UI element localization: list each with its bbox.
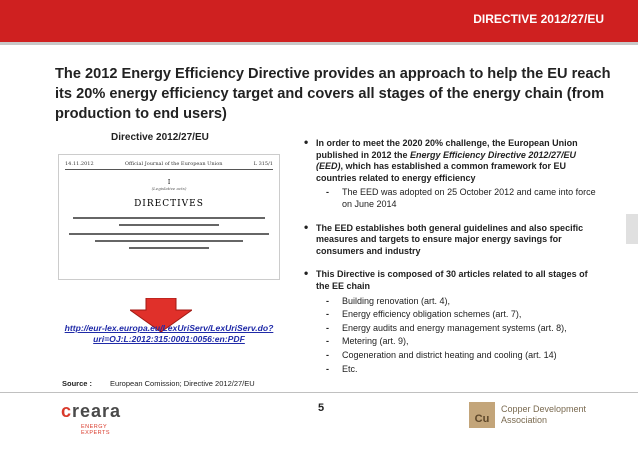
source-link[interactable]: http://eur-lex.europa.eu/LexUriServ/LexUriServ.do?uri=OJ:L:2012:315:0001:0056:en:PDF	[64, 323, 274, 344]
bullet-item	[300, 223, 600, 258]
document-journal-name: Official Journal of the European Union	[124, 161, 223, 167]
document-page-ref: L 315/1	[253, 161, 273, 167]
bullet-text: , which has established a common framework for EU countries related to energy efficiency	[316, 161, 567, 183]
sub-list	[316, 296, 600, 376]
header-accent	[0, 0, 16, 42]
header-grey-stripe	[0, 42, 638, 45]
bullet-list	[300, 138, 600, 387]
creara-logo-rest: reara	[72, 401, 122, 421]
document-date: 14.11.2012	[65, 161, 94, 167]
sub-item: - Cogeneration and district heating and cooling (art. 14)	[316, 350, 600, 362]
source-label: Source :	[62, 379, 93, 388]
document-caption: Directive 2012/27/EU	[111, 132, 209, 143]
footer-divider	[0, 392, 638, 393]
document-heading: DIRECTIVES	[134, 199, 204, 209]
cda-name-line2: Association	[501, 415, 548, 425]
document-text-line	[95, 240, 243, 242]
cda-name	[501, 404, 591, 426]
document-text-line	[129, 247, 209, 249]
source-text: European Comission; Directive 2012/27/EU	[110, 379, 255, 388]
sub-item: - Energy efficiency obligation schemes (art. 7),	[316, 309, 600, 321]
slide-title: The 2012 Energy Efficiency Directive provides an approach to help the EU reach its 20% energy efficiency target and covers all stages of the energy chain (from production to end users)	[55, 66, 611, 122]
bullet-item	[300, 138, 600, 211]
page-number: 5	[318, 402, 325, 414]
bullet-text: In order to meet the 2020 20% challenge, the European Union published in 2012 the	[316, 138, 578, 160]
bullet-item	[300, 269, 600, 375]
source-note	[62, 379, 255, 388]
sub-item: - Metering (art. 9),	[316, 336, 600, 348]
copper-symbol-icon: Cu	[469, 402, 495, 428]
sub-item: - Energy audits and energy management systems (art. 8),	[316, 323, 600, 335]
sub-list	[316, 187, 600, 210]
creara-wordmark	[61, 401, 121, 422]
cda-name-line1: Copper Development	[501, 404, 587, 414]
document-subtitle: (Legislative acts)	[151, 186, 187, 191]
sub-item: - The EED was adopted on 25 October 2012 and came into force on June 2014	[316, 187, 600, 210]
document-rule	[65, 169, 273, 170]
creara-logo-mark: c	[61, 401, 73, 421]
directive-label: DIRECTIVE 2012/27/EU	[473, 12, 604, 26]
bullet-text: The EED establishes both general guidelines and also specific measures and targets to ensure major energy savings for consumers and industry	[316, 222, 584, 256]
document-number: I	[167, 179, 171, 186]
document-text-line	[119, 224, 219, 226]
sub-item: - Building renovation (art. 4),	[316, 296, 600, 308]
slide-edge-tab	[626, 214, 638, 244]
creara-tagline: ENERGY EXPERTS	[81, 424, 111, 436]
document-text-line	[73, 217, 265, 219]
document-text-line	[69, 233, 269, 235]
creara-logo	[57, 401, 127, 435]
bullet-italic-text: Energy Efficiency Directive 2012/27/EU (EED)	[316, 149, 576, 172]
bullet-text: This Directive is composed of 30 articles related to all stages of the EE chain	[316, 269, 588, 291]
header-bar	[0, 0, 638, 42]
sub-item: - Etc.	[316, 364, 600, 376]
directive-document-image	[58, 154, 280, 280]
